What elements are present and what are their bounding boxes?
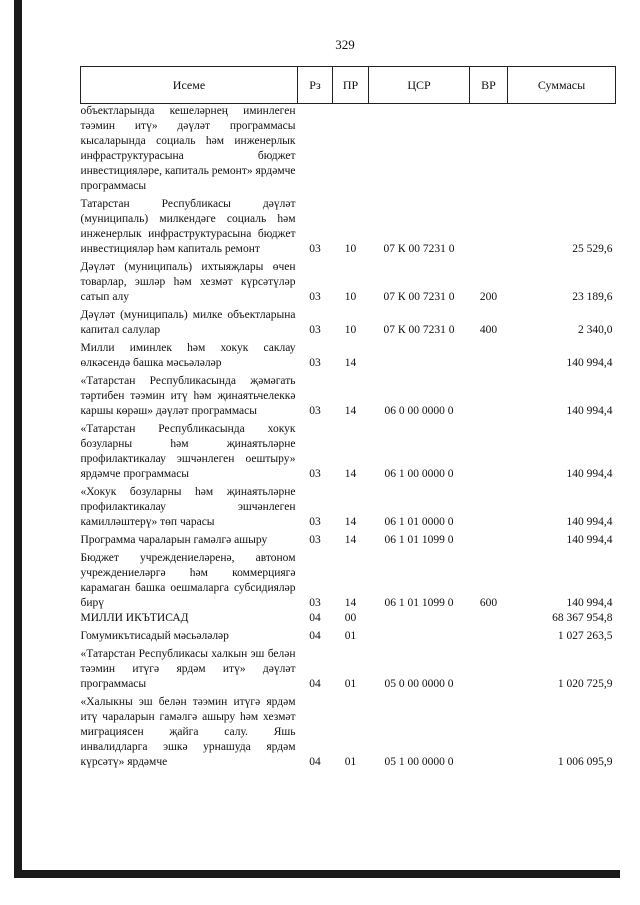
table-row [81,338,616,371]
row-pr: 01 [344,630,357,642]
row-pr: 00 [344,612,357,624]
row-pr: 01 [344,678,357,690]
row-name: «Татарстан Республикасында хокук бозуларны һәм җинаятьләрне профилактикалау эшчәнлеген оештыру» ярдәмче программасы [80,423,296,480]
row-name: объектларында кешеләрнең иминлеген тәэмин итү» дәүләт программасы кысаларында социаль һәм инженерлык инфраструктурасына бюджет инвестицияләре, капиталь ремонт» ярдәмче программасы [80,105,296,192]
row-sum: 68 367 954,8 [552,612,613,624]
row-csr: 06 1 01 1099 0 [384,597,454,609]
row-pr: 14 [344,516,357,528]
row-pr: 10 [344,291,357,303]
header-name: Исеме [81,67,298,104]
row-rz: 03 [309,357,321,369]
table-header-row [81,67,616,104]
row-pr: 14 [344,597,357,609]
row-csr: 07 К 00 7231 0 [383,243,455,255]
row-name: Милли иминлек һәм хокук саклау өлкәсендә башка мәсьәләләр [80,342,296,369]
row-csr: 06 1 00 0000 0 [384,468,454,480]
header-vr: ВР [470,67,508,104]
row-vr [470,338,508,371]
row-rz: 04 [309,678,321,690]
row-rz: 03 [309,534,321,546]
table-row [81,194,616,257]
scan-border-left [14,0,22,878]
row-name: Программа чараларын гамәлгә ашыру [80,534,268,546]
row-vr [470,194,508,257]
row-csr: 06 1 01 0000 0 [384,516,454,528]
table-row [81,644,616,692]
row-name: «Халыкны эш белән тәэмин итүгә ярдәм итү чараларын гамәлгә ашыру һәм хезмәт миграциясен җайга салу. Яшь инвалидларга эшкә урнашуда ярдәм күрсәтү» ярдәмче [80,696,296,768]
row-rz: 04 [309,756,321,768]
row-sum: 1 006 095,9 [557,756,613,768]
row-csr [369,611,470,626]
row-sum [508,104,616,195]
header-rz: Рз [298,67,333,104]
row-rz: 03 [309,405,321,417]
row-sum: 25 529,6 [572,243,613,255]
header-csr: ЦСР [369,67,470,104]
row-name: Гомумикътисадый мәсьәләләр [80,630,229,642]
row-name: Бюджет учреждениеләренә, автоном учреждениеләргә һәм коммерциягә карамаган башка оешмаларга субсидияләр бирү [80,552,296,609]
row-rz: 03 [309,597,321,609]
row-name: Татарстан Республикасы дәүләт (муниципаль) милкендәге социаль һәм инженерлык инфраструктурасына бюджет инвестицияләр һәм капиталь ремонт [80,198,296,255]
row-vr: 200 [479,291,498,303]
row-sum: 140 994,4 [566,534,613,546]
row-rz [298,104,333,195]
table-row [81,371,616,419]
row-name: Дәүләт (муниципаль) милке объектларына капитал салулар [80,309,296,336]
row-sum: 140 994,4 [566,597,613,609]
row-csr: 07 К 00 7231 0 [383,324,455,336]
row-pr: 14 [344,357,357,369]
row-vr [470,530,508,548]
row-csr [369,104,470,195]
row-name: «Татарстан Республикасында җәмәгать тәртибен тәэмин итү һәм җинаятьчелеккә каршы көрәш» дәүләт программасы [80,375,296,417]
row-rz: 03 [309,516,321,528]
row-rz: 03 [309,324,321,336]
table-row [81,611,616,626]
scan-border-bottom [14,870,620,878]
row-csr [369,626,470,644]
row-pr: 10 [344,243,357,255]
row-pr: 14 [344,534,357,546]
header-sum: Суммасы [508,67,616,104]
row-pr [333,104,369,195]
row-rz: 03 [309,468,321,480]
row-vr [470,419,508,482]
table-row [81,482,616,530]
row-vr [470,371,508,419]
row-name: «Татарстан Республикасы халкын эш белән тәэмин итүгә ярдәм итү» дәүләт программасы [80,648,296,690]
table-row [81,419,616,482]
row-name: Дәүләт (муниципаль) ихтыяҗлары өчен товарлар, эшләр һәм хезмәт күрсәтүләр сатып алу [80,261,296,303]
row-rz: 04 [309,612,321,624]
table-row [81,530,616,548]
row-name: «Хокук бозуларны һәм җинаятьләрне профилактикалау эшчәнлеген камилләштерү» төп чарасы [80,486,296,528]
row-sum: 2 340,0 [578,324,613,336]
row-pr: 01 [344,756,357,768]
row-vr: 600 [479,597,498,609]
table-row [81,104,616,195]
row-vr [470,104,508,195]
table-row [81,257,616,305]
row-pr: 14 [344,405,357,417]
row-vr [470,626,508,644]
row-sum: 1 027 263,5 [557,630,613,642]
row-rz: 03 [309,291,321,303]
row-vr [470,611,508,626]
row-vr: 400 [479,324,498,336]
row-sum: 140 994,4 [566,405,613,417]
row-csr: 07 К 00 7231 0 [383,291,455,303]
row-csr: 06 1 01 1099 0 [384,534,454,546]
row-rz: 04 [309,630,321,642]
budget-table [80,66,616,770]
row-sum: 23 189,6 [572,291,613,303]
row-csr: 05 1 00 0000 0 [384,756,454,768]
table-row [81,692,616,770]
row-csr: 05 0 00 0000 0 [384,678,454,690]
row-vr [470,644,508,692]
table-row [81,626,616,644]
row-sum: 1 020 725,9 [557,678,613,690]
row-csr: 06 0 00 0000 0 [384,405,454,417]
row-vr [470,692,508,770]
row-csr [369,338,470,371]
header-pr: ПР [333,67,369,104]
row-rz: 03 [309,243,321,255]
table-row [81,548,616,611]
page-number: 329 [335,37,355,52]
row-pr: 10 [344,324,357,336]
row-vr [470,482,508,530]
row-pr: 14 [344,468,357,480]
row-sum: 140 994,4 [566,468,613,480]
table-row [81,305,616,338]
row-sum: 140 994,4 [566,357,613,369]
row-name: МИЛЛИ ИКЪТИСАД [80,612,189,624]
row-sum: 140 994,4 [566,516,613,528]
